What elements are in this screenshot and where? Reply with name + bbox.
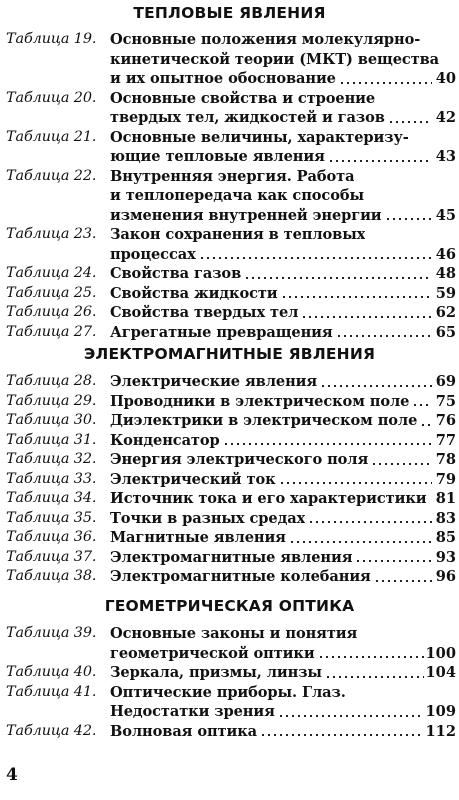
entry-title-text: Недостатки зрения <box>110 703 275 720</box>
toc-entry-line <box>6 663 456 683</box>
entry-page-number: 100 <box>425 644 456 662</box>
entry-table-label: Таблица 36. <box>6 529 97 545</box>
entry-table-label: Таблица 32. <box>6 451 97 467</box>
entry-title-text: твердых тел, жидкостей и газов <box>110 109 385 126</box>
entry-page-number: 96 <box>435 568 456 585</box>
entry-page-number: 76 <box>435 412 456 429</box>
entry-page-number: 104 <box>425 664 456 681</box>
toc-entry-line <box>6 128 456 148</box>
entry-table-label: Таблица 27. <box>6 323 97 340</box>
entry-table-label: Таблица 28. <box>6 373 97 389</box>
dot-leader <box>420 424 432 426</box>
toc-entry[interactable] <box>6 30 456 89</box>
toc-entry-line <box>6 548 456 568</box>
entry-title-text: кинетической теории (МКТ) вещества <box>110 50 440 68</box>
entry-page-number: 59 <box>435 284 456 302</box>
entry-table-label: Таблица 24. <box>6 265 97 281</box>
toc-entry-line <box>6 284 456 304</box>
entry-title-text: Источник тока и его характеристики <box>110 490 427 507</box>
entry-page-number: 83 <box>435 509 456 527</box>
dot-leader <box>301 316 432 318</box>
toc-entry[interactable] <box>6 303 456 323</box>
entry-page-number: 69 <box>435 373 456 390</box>
section-heading: ЭЛЕКТРОМАГНИТНЫЕ ЯВЛЕНИЯ <box>83 345 376 363</box>
toc-entry-line <box>6 567 456 587</box>
entry-table-label: Таблица 26. <box>6 304 97 320</box>
toc-entry-line <box>6 147 456 167</box>
entry-title-text: Основные величины, характеризу- <box>110 128 409 146</box>
toc-entry-line <box>6 372 456 392</box>
toc-entry-line <box>6 450 456 470</box>
entry-table-label: Таблица 34. <box>6 490 97 506</box>
dot-leader <box>430 502 433 504</box>
toc-entry-line <box>6 30 456 50</box>
toc-entry[interactable] <box>6 470 456 490</box>
entry-page-number: 62 <box>435 304 456 321</box>
toc-entry[interactable] <box>6 722 456 742</box>
toc-entry-line <box>6 303 456 323</box>
toc-entry-line <box>6 509 456 529</box>
dot-leader <box>260 734 424 736</box>
toc-entry-line <box>6 470 456 490</box>
dot-leader <box>339 82 432 84</box>
toc-entry[interactable] <box>6 624 456 663</box>
entry-table-label: Таблица 29. <box>6 392 97 409</box>
dot-leader <box>374 580 432 582</box>
entry-title-text: Точки в разных средах <box>110 509 306 527</box>
toc-entry[interactable] <box>6 284 456 304</box>
toc-entry-line <box>6 108 456 128</box>
entry-title-text: и теплопередача как способы <box>110 187 364 204</box>
dot-leader <box>289 541 432 543</box>
dot-leader <box>244 277 432 279</box>
toc-entry-line <box>6 411 456 431</box>
entry-title-text: Волновая оптика <box>110 722 258 740</box>
entry-title-text: Основные законы и понятия <box>110 625 358 642</box>
entry-table-label: Таблица 39. <box>6 625 97 641</box>
dot-leader <box>223 443 432 445</box>
entry-title-text: и их опытное обоснование <box>110 70 336 87</box>
dot-leader <box>328 160 432 162</box>
dot-leader <box>320 385 432 387</box>
dot-leader <box>388 121 432 123</box>
toc-entry-line <box>6 206 456 226</box>
toc-entry-line <box>6 683 456 703</box>
toc-entry-line <box>6 186 456 206</box>
toc-entry[interactable] <box>6 323 456 343</box>
entry-title-text: Основные свойства и строение <box>110 89 376 107</box>
toc-entry-line <box>6 89 456 109</box>
entry-title-text: Проводники в электрическом поле <box>110 392 410 410</box>
toc-entry-line <box>6 624 456 644</box>
entry-table-label: Таблица 19. <box>6 31 97 47</box>
entry-page-number: 112 <box>425 722 456 740</box>
entry-title-text: Конденсатор <box>110 431 220 449</box>
entry-title-text: Оптические приборы. Глаз. <box>110 683 346 701</box>
entry-title-text: Закон сохранения в тепловых <box>110 226 366 243</box>
toc-entry[interactable] <box>6 489 456 509</box>
toc-entry-line <box>6 225 456 245</box>
toc-entry[interactable] <box>6 450 456 470</box>
dot-leader <box>336 335 432 337</box>
toc-entry-line <box>6 69 456 89</box>
dot-leader <box>281 296 432 298</box>
dot-leader <box>385 218 432 220</box>
entry-table-label: Таблица 42. <box>6 722 97 739</box>
entry-page-number: 45 <box>435 206 456 224</box>
entry-page-number: 43 <box>435 148 456 165</box>
entry-title-text: изменения внутренней энергии <box>110 206 382 224</box>
dot-leader <box>279 482 432 484</box>
entry-title-text: Внутренняя энергия. Работа <box>110 167 355 185</box>
entry-page-number: 40 <box>435 70 456 87</box>
toc-entry-line <box>6 644 456 664</box>
entry-page-number: 46 <box>435 245 456 263</box>
toc-entry[interactable] <box>6 411 456 431</box>
entry-page-number: 75 <box>435 392 456 410</box>
entry-page-number: 93 <box>435 548 456 566</box>
toc-entry-line <box>6 245 456 265</box>
section-heading: ТЕПЛОВЫЕ ЯВЛЕНИЯ <box>133 4 326 22</box>
entry-title-text: Электрический ток <box>110 470 276 488</box>
entry-page-number: 65 <box>435 323 456 341</box>
entry-table-label: Таблица 38. <box>6 568 97 584</box>
toc-entry-line <box>6 167 456 187</box>
dot-leader <box>278 715 424 717</box>
section-heading: ГЕОМЕТРИЧЕСКАЯ ОПТИКА <box>104 597 355 615</box>
toc-entry[interactable] <box>6 528 456 548</box>
entry-page-number: 78 <box>435 451 456 468</box>
toc-entry[interactable] <box>6 509 456 529</box>
toc-entry[interactable] <box>6 663 456 683</box>
toc-entry[interactable] <box>6 372 456 392</box>
dot-leader <box>325 676 424 678</box>
entry-title-text: Энергия электрического поля <box>110 451 369 468</box>
entry-table-label: Таблица 30. <box>6 412 97 428</box>
toc-entry[interactable] <box>6 431 456 451</box>
toc-entry-line <box>6 392 456 412</box>
entry-title-text: Свойства газов <box>110 265 242 282</box>
entry-title-text: геометрической оптики <box>110 644 315 662</box>
toc-entry[interactable] <box>6 225 456 264</box>
toc-entry-line <box>6 264 456 284</box>
entry-title-text: ющие тепловые явления <box>110 148 325 165</box>
toc-entry-line <box>6 702 456 722</box>
entry-page-number: 77 <box>435 431 456 449</box>
entry-table-label: Таблица 25. <box>6 284 97 301</box>
toc-entry-line <box>6 489 456 509</box>
entry-title-text: Электромагнитные явления <box>110 548 353 566</box>
entry-title-text: Основные положения молекулярно- <box>110 31 421 48</box>
entry-title-text: Электрические явления <box>110 373 318 390</box>
entry-page-number: 109 <box>425 703 456 720</box>
entry-title-text: Магнитные явления <box>110 529 286 546</box>
toc-entry-line <box>6 722 456 742</box>
entry-title-text: Свойства твердых тел <box>110 304 299 321</box>
dot-leader <box>412 404 432 406</box>
entry-table-label: Таблица 20. <box>6 89 97 106</box>
dot-leader <box>308 521 432 523</box>
entry-table-label: Таблица 37. <box>6 548 97 565</box>
toc-entry-line <box>6 528 456 548</box>
entry-table-label: Таблица 23. <box>6 226 97 242</box>
entry-page-number: 48 <box>435 265 456 282</box>
entry-table-label: Таблица 22. <box>6 167 97 184</box>
entry-table-label: Таблица 35. <box>6 509 97 526</box>
dot-leader <box>371 463 432 465</box>
entry-title-text: Свойства жидкости <box>110 284 278 302</box>
toc-entry-line <box>6 50 456 70</box>
entry-title-text: процессах <box>110 245 196 263</box>
dot-leader <box>355 560 432 562</box>
entry-page-number: 42 <box>435 109 456 126</box>
toc-entry[interactable] <box>6 128 456 167</box>
page-number: 4 <box>6 765 18 785</box>
entry-title-text: Зеркала, призмы, линзы <box>110 664 322 681</box>
dot-leader <box>318 656 424 658</box>
entry-page-number: 81 <box>435 490 456 507</box>
toc-entry[interactable] <box>6 167 456 226</box>
toc-entry-line <box>6 431 456 451</box>
entry-table-label: Таблица 21. <box>6 128 97 145</box>
entry-page-number: 79 <box>435 470 456 488</box>
toc-entry[interactable] <box>6 567 456 587</box>
entry-title-text: Диэлектрики в электрическом поле <box>110 412 418 429</box>
toc-entry-line <box>6 323 456 343</box>
entry-page-number: 85 <box>435 529 456 546</box>
entry-table-label: Таблица 33. <box>6 470 97 487</box>
dot-leader <box>199 257 432 259</box>
entry-table-label: Таблица 31. <box>6 431 97 448</box>
toc-entry[interactable] <box>6 89 456 128</box>
toc-entry[interactable] <box>6 392 456 412</box>
toc-entry[interactable] <box>6 548 456 568</box>
entry-table-label: Таблица 41. <box>6 683 97 700</box>
entry-title-text: Электромагнитные колебания <box>110 568 371 585</box>
entry-title-text: Агрегатные превращения <box>110 323 333 341</box>
toc-entry[interactable] <box>6 264 456 284</box>
entry-table-label: Таблица 40. <box>6 664 97 680</box>
toc-entry[interactable] <box>6 683 456 722</box>
